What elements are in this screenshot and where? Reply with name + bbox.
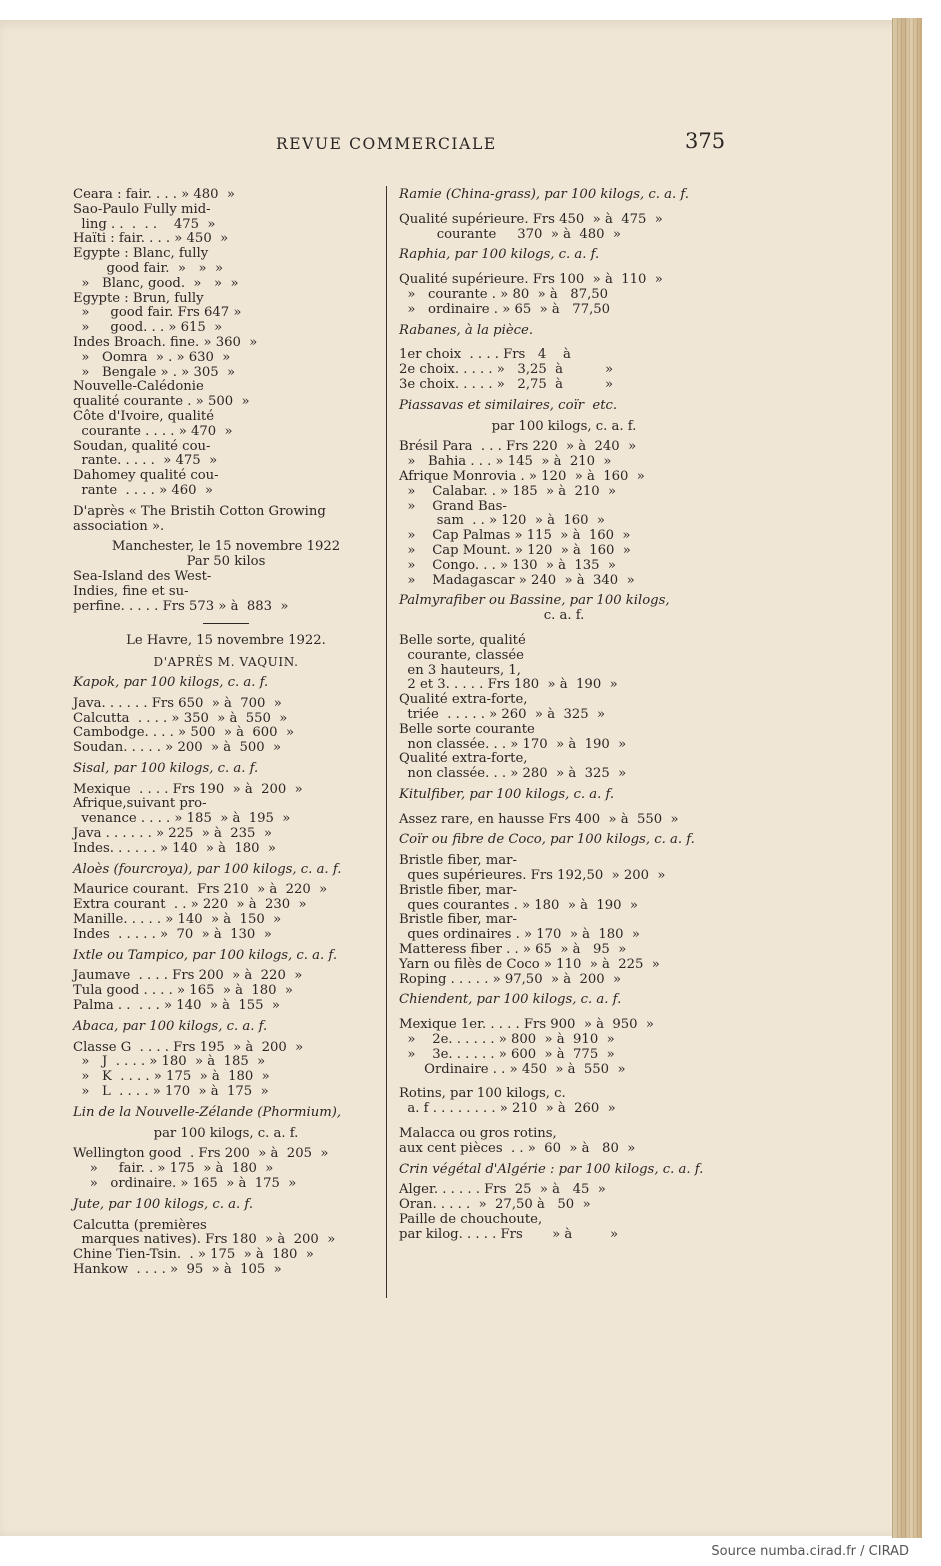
text-line: Matteress fiber . . » 65 » à 95 » (399, 942, 627, 958)
text-line: » Oomra » . » 630 » (73, 349, 231, 365)
text-line: Qualité extra-forte, (399, 692, 528, 708)
text-line: » ordinaire . » 65 » à 77,50 (399, 301, 611, 317)
havre-heading: Le Havre, 15 novembre 1922. (126, 633, 326, 649)
page-number: 375 (685, 129, 726, 153)
kapok-heading: Kapok, par 100 kilogs, c. a. f. (73, 674, 269, 690)
rabanes-prices (399, 348, 729, 392)
rabanes-heading: Rabanes, à la pièce. (399, 322, 534, 338)
text-line: Dahomey qualité cou- (73, 468, 219, 484)
text-line: » good. . . » 615 » (73, 320, 223, 336)
text-line: » Bengale » . » 305 » (73, 364, 236, 380)
text-line: a. f . . . . . . . . » 210 » à 260 » (399, 1101, 616, 1117)
text-line: » Madagascar » 240 » à 340 » (399, 572, 635, 588)
sisal-heading: Sisal, par 100 kilogs, c. a. f. (73, 760, 259, 776)
ramie-prices (399, 213, 729, 243)
raphia-prices (399, 273, 729, 317)
text-line: Afrique,suivant pro- (73, 796, 207, 812)
text-line: perfine. . . . . Frs 573 » à 883 » (73, 598, 289, 614)
column-rule (386, 186, 387, 1298)
chiendent-heading: Chiendent, par 100 kilogs, c. a. f. (399, 992, 622, 1008)
text-line: » Bahia . . . » 145 » à 210 » (399, 454, 612, 470)
kapok-prices (73, 697, 379, 756)
text-line: Indes. . . . . . » 140 » à 180 » (73, 840, 276, 856)
piassavas-prices (399, 440, 729, 588)
ramie-heading: Ramie (China-grass), par 100 kilogs, c. a. f. (399, 187, 689, 202)
lin-prices (73, 1147, 379, 1191)
coir-prices (399, 854, 729, 987)
text-line: Indies, fine et su- (73, 583, 189, 599)
lin-heading: Lin de la Nouvelle-Zélande (Phormium), (73, 1104, 342, 1120)
kitul-prices (399, 813, 729, 828)
text-line: Nouvelle-Calédonie (73, 379, 204, 395)
text-line: 2e choix. . . . . » 3,25 à » (399, 362, 614, 378)
text-line: aux cent pièces . . » 60 » à 80 » (399, 1140, 636, 1156)
text-line: courante . . . . » 470 » (73, 423, 233, 439)
text-line: good fair. » » » (73, 260, 224, 276)
text-line: courante, classée (399, 647, 524, 663)
text-line: sam . . » 120 » à 160 » (399, 513, 605, 529)
text-line: Qualité extra-forte, (399, 751, 528, 767)
aloes-prices (73, 883, 379, 942)
text-line: Palma . . . . . » 140 » à 155 » (73, 998, 280, 1014)
text-line: Sao-Paulo Fully mid- (73, 201, 211, 217)
text-line: non classée. . . » 170 » à 190 » (399, 736, 627, 752)
text-line: Bristle fiber, mar- (399, 882, 517, 898)
text-line: Afrique Monrovia . » 120 » à 160 » (399, 468, 645, 484)
text-line: par kilog. . . . . Frs » à » (399, 1226, 619, 1242)
text-line: Belle sorte courante (399, 721, 535, 737)
section-divider (203, 623, 249, 624)
text-line: Cambodge. . . . » 500 » à 600 » (73, 725, 295, 741)
source-credit: Source numba.cirad.fr / CIRAD (711, 1544, 909, 1559)
text-line: Soudan. . . . . » 200 » à 500 » (73, 740, 282, 756)
text-line: Paille de chouchoute, (399, 1212, 543, 1228)
text-line: » 2e. . . . . . » 800 » à 910 » (399, 1032, 615, 1048)
cotton-source-note (73, 505, 379, 535)
malacca-prices (399, 1127, 729, 1157)
text-line: Sea-Island des West- (73, 568, 212, 584)
text-line: » Cap Mount. » 120 » à 160 » (399, 542, 631, 558)
text-line: ques ordinaires . » 170 » à 180 » (399, 927, 640, 943)
text-line: Indes . . . . . » 70 » à 130 » (73, 926, 272, 942)
text-line: en 3 hauteurs, 1, (399, 662, 521, 678)
rotins-prices (399, 1087, 729, 1117)
text-line: Egypte : Brun, fully (73, 290, 204, 306)
kitul-heading: Kitulfiber, par 100 kilogs, c. a. f. (399, 786, 615, 802)
ixtle-heading: Ixtle ou Tampico, par 100 kilogs, c. a. f. (73, 947, 338, 963)
text-line: rante. . . . . » 475 » (73, 453, 218, 469)
text-line: Mexique . . . . Frs 190 » à 200 » (73, 781, 303, 797)
sea-island-prices (73, 570, 379, 614)
text-line: Wellington good . Frs 200 » à 205 » (73, 1146, 329, 1162)
text-line: Java . . . . . . » 225 » à 235 » (73, 826, 272, 842)
text-line: Rotins, par 100 kilogs, c. (399, 1086, 566, 1102)
text-line: » good fair. Frs 647 » (73, 305, 242, 321)
text-line: qualité courante . » 500 » (73, 394, 250, 410)
palmyra-prices (399, 634, 729, 782)
text-line: » K . . . . » 175 » à 180 » (73, 1069, 270, 1085)
text-line: Bristle fiber, mar- (399, 912, 517, 928)
text-line: Manchester, le 15 novembre 1922 (111, 539, 341, 555)
crin-prices (399, 1183, 729, 1213)
text-line: » Calabar. . » 185 » à 210 » (399, 483, 617, 499)
text-line: Extra courant . . » 220 » à 230 » (73, 897, 307, 913)
text-line: Manille. . . . . » 140 » à 150 » (73, 912, 282, 928)
text-line: ques supérieures. Frs 192,50 » 200 » (399, 868, 666, 884)
text-line: » Blanc, good. » » » (73, 275, 239, 291)
text-line: » J . . . . » 180 » à 185 » (73, 1054, 266, 1070)
text-line: » Grand Bas- (399, 498, 507, 514)
text-line: rante . . . . » 460 » (73, 482, 213, 498)
text-line: Calcutta . . . . » 350 » à 550 » (73, 710, 288, 726)
text-line: 2 et 3. . . . . Frs 180 » à 190 » (399, 677, 618, 693)
text-line: Roping . . . . . » 97,50 » à 200 » (399, 971, 622, 987)
cotton-prices (73, 188, 379, 499)
text-line: » courante . » 80 » à 87,50 (399, 286, 609, 302)
text-line: ques courantes . » 180 » à 190 » (399, 897, 638, 913)
journal-title: REVUE COMMERCIALE (276, 135, 497, 153)
text-line: Bristle fiber, mar- (399, 853, 517, 869)
text-line: » ordinaire. » 165 » à 175 » (73, 1176, 297, 1192)
text-line: Ordinaire . . » 450 » à 550 » (399, 1061, 626, 1077)
abaca-heading: Abaca, par 100 kilogs, c. a. f. (73, 1018, 268, 1034)
text-line: Assez rare, en hausse Frs 400 » à 550 » (399, 811, 679, 827)
page-edge-lines (897, 18, 919, 1538)
text-line: Haïti : fair. . . . » 450 » (73, 231, 229, 247)
text-line: Classe G . . . . Frs 195 » à 200 » (73, 1039, 304, 1055)
text-line: Jaumave . . . . Frs 200 » à 220 » (73, 968, 303, 984)
text-line: » fair. . » 175 » à 180 » (73, 1161, 274, 1177)
text-line: Soudan, qualité cou- (73, 438, 211, 454)
left-column (73, 188, 379, 1278)
text-line: triée . . . . . » 260 » à 325 » (399, 706, 606, 722)
abaca-prices (73, 1041, 379, 1100)
text-line: Qualité supérieure. Frs 450 » à 475 » (399, 211, 663, 227)
text-line: Hankow . . . . » 95 » à 105 » (73, 1262, 282, 1277)
text-line: Mexique 1er. . . . . Frs 900 » à 950 » (399, 1017, 654, 1033)
coir-heading: Coïr ou fibre de Coco, par 100 kilogs, c. a. f. (399, 832, 695, 848)
ixtle-prices (73, 969, 379, 1013)
jute-prices (73, 1219, 379, 1278)
text-line: Calcutta (premières (73, 1217, 207, 1233)
raphia-heading: Raphia, par 100 kilogs, c. a. f. (399, 247, 600, 263)
palmyra-heading: Palmyrafiber ou Bassine, par 100 kilogs, (399, 593, 670, 609)
text-line: D'après « The Bristih Cotton Growing (73, 503, 326, 519)
text-line: Côte d'Ivoire, qualité (73, 408, 215, 424)
vaquin-heading: D'APRÈS M. VAQUIN. (153, 655, 299, 670)
text-line: Belle sorte, qualité (399, 632, 526, 648)
text-line: » Congo. . . » 130 » à 135 » (399, 557, 616, 573)
text-line: Ceara : fair. . . . » 480 » (73, 187, 235, 202)
text-line: Par 50 kilos (186, 554, 266, 570)
piassavas-heading: Piassavas et similaires, coïr etc. (399, 397, 618, 413)
text-line: Egypte : Blanc, fully (73, 246, 209, 262)
text-line: Maurice courant. Frs 210 » à 220 » (73, 882, 328, 898)
paille-prices (399, 1213, 729, 1243)
sisal-prices (73, 783, 379, 857)
text-line: Tula good . . . . » 165 » à 180 » (73, 983, 293, 999)
right-column (399, 188, 729, 1243)
text-line: ling . . . . . 475 » (73, 216, 216, 232)
text-line: 1er choix . . . . Frs 4 à (399, 347, 571, 363)
text-line: Brésil Para . . . Frs 220 » à 240 » (399, 439, 637, 455)
text-line: courante 370 » à 480 » (399, 226, 621, 242)
text-line: Chine Tien-Tsin. . » 175 » à 180 » (73, 1247, 314, 1263)
text-line: Indes Broach. fine. » 360 » (73, 334, 258, 350)
text-line: venance . . . . » 185 » à 195 » (73, 811, 291, 827)
text-line: Alger. . . . . . Frs 25 » à 45 » (399, 1182, 606, 1198)
chiendent-prices (399, 1018, 729, 1077)
text-line: association ». (73, 518, 165, 534)
text-line: » 3e. . . . . . » 600 » à 775 » (399, 1046, 615, 1062)
text-line: Java. . . . . . Frs 650 » à 700 » (73, 695, 282, 711)
text-line: Malacca ou gros rotins, (399, 1126, 557, 1142)
text-line: Yarn ou filès de Coco » 110 » à 225 » (399, 956, 660, 972)
text-line: non classée. . . » 280 » à 325 » (399, 766, 627, 782)
manchester-heading (73, 540, 379, 570)
text-line: marques natives). Frs 180 » à 200 » (73, 1232, 336, 1248)
piassavas-subheading: par 100 kilogs, c. a. f. (491, 418, 637, 434)
text-line: » L . . . . » 170 » à 175 » (73, 1084, 269, 1100)
crin-heading: Crin végétal d'Algérie : par 100 kilogs, c. a. f. (399, 1161, 704, 1177)
text-line: Qualité supérieure. Frs 100 » à 110 » (399, 272, 663, 288)
text-line: 3e choix. . . . . » 2,75 à » (399, 376, 614, 392)
lin-subheading: par 100 kilogs, c. a. f. (153, 1125, 299, 1141)
palmyra-subheading: c. a. f. (543, 608, 585, 624)
aloes-heading: Aloès (fourcroya), par 100 kilogs, c. a. f. (73, 861, 342, 877)
text-line: Oran. . . . . » 27,50 à 50 » (399, 1197, 591, 1213)
jute-heading: Jute, par 100 kilogs, c. a. f. (73, 1196, 254, 1212)
text-line: » Cap Palmas » 115 » à 160 » (399, 528, 631, 544)
